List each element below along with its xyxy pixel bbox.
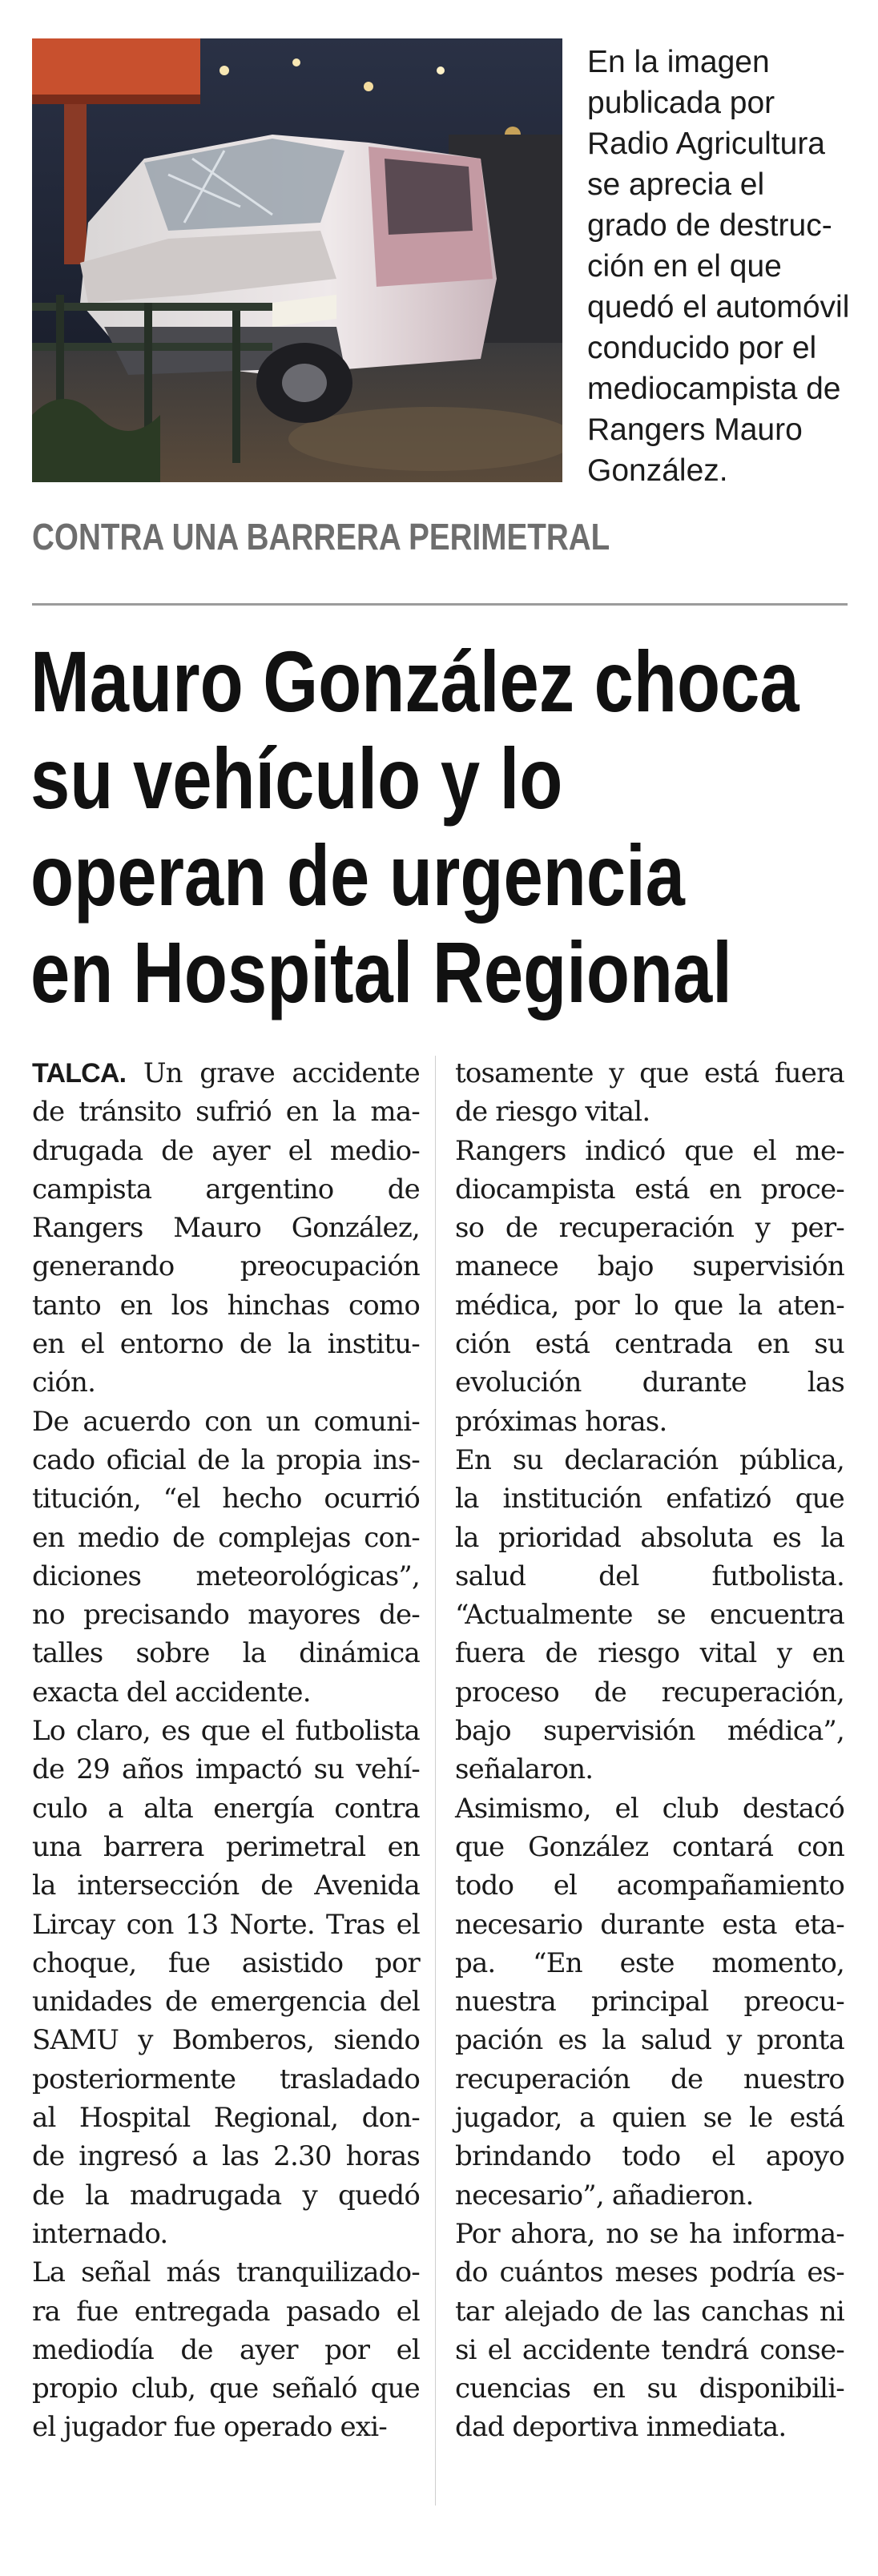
article-line <box>32 2331 420 2369</box>
article-line <box>455 2408 844 2446</box>
article-line <box>455 2060 844 2099</box>
article-line-text: Rangers Mauro González, <box>32 1212 420 1245</box>
article-line <box>455 1054 844 1093</box>
article-line <box>32 1557 420 1596</box>
article-line-text: al Hospital Regional, don- <box>32 2102 420 2135</box>
article-line-text: médica, por lo que la aten- <box>455 1289 844 1322</box>
article-line-text: posteriormente trasladado <box>32 2063 420 2095</box>
article-line-text: la intersección de Avenida <box>32 1870 420 1902</box>
article-line <box>32 1286 420 1325</box>
article-line <box>32 1866 420 1905</box>
article-line <box>32 1712 420 1750</box>
article-line <box>455 1557 844 1596</box>
article-line <box>455 1441 844 1479</box>
article-line <box>455 1712 844 1750</box>
article-line <box>32 1247 420 1286</box>
article-line <box>455 2137 844 2176</box>
article-line <box>32 2369 420 2408</box>
headline-line: operan de urgencia <box>30 827 685 924</box>
article-line-text: el jugador fue operado exi- <box>32 2411 387 2444</box>
article-line-text: la prioridad absoluta es la <box>455 1521 844 1554</box>
article-line-text: salud del futbolista. <box>455 1560 844 1592</box>
article-line-text: una barrera perimetral en <box>32 1830 420 1863</box>
caption-line: publicada por <box>587 86 775 120</box>
headline-line: su vehículo y lo <box>30 730 563 827</box>
article-line-text: fuera de riesgo vital y en <box>455 1637 844 1670</box>
article-line <box>455 1750 844 1789</box>
article-line-text: Rangers indicó que el me- <box>455 1134 844 1167</box>
caption-line: se aprecia el <box>587 167 765 202</box>
article-line <box>455 2331 844 2369</box>
article-line <box>455 1982 844 2021</box>
caption-line: grado de destruc- <box>587 208 832 243</box>
article-line <box>455 2253 844 2292</box>
article-line-text: Por ahora, no se ha informa- <box>455 2217 844 2250</box>
article-line-text: próximas horas. <box>455 1405 667 1438</box>
article-line <box>32 2408 420 2446</box>
headline-line: Mauro González choca <box>30 633 799 730</box>
article-line-text: manece bajo supervisión <box>455 1250 844 1283</box>
article-line-rest: Un grave accidente <box>126 1057 420 1089</box>
caption-line: mediocampista de <box>587 372 841 406</box>
article-line-text: diocampista está en proce- <box>455 1173 844 1205</box>
article-line <box>455 1209 844 1247</box>
article-line-text: do cuántos meses podría es- <box>455 2256 844 2289</box>
article-line <box>455 1596 844 1634</box>
article-line-text: unidades de emergencia del <box>32 1986 420 2019</box>
article-line <box>455 2369 844 2408</box>
article-line-text: que González contará con <box>455 1830 844 1863</box>
article-line <box>32 1944 420 1982</box>
article-line <box>455 1093 844 1131</box>
article-line <box>32 2215 420 2253</box>
article-line-text: brindando todo el apoyo <box>455 2140 844 2173</box>
article-line-text: necesario durante esta eta- <box>455 1908 844 1941</box>
article-line <box>32 1054 420 1093</box>
article-line-text: generando preocupación <box>32 1250 420 1283</box>
article-line-text: Lircay con 13 Norte. Tras el <box>32 1908 420 1941</box>
article-line <box>455 2292 844 2331</box>
horizontal-rule <box>32 603 848 606</box>
article-line <box>455 1286 844 1325</box>
article-line-text: de 29 años impactó su vehí- <box>32 1753 420 1786</box>
article-line-text: cuencias en su disponibili- <box>455 2373 844 2405</box>
article-column-right <box>455 1054 844 2447</box>
article-line-text: so de recuperación y per- <box>455 1212 844 1245</box>
article-line-text: drugada de ayer el medio- <box>32 1134 420 1167</box>
article-line <box>455 1906 844 1944</box>
caption-line: Radio Agricultura <box>587 127 825 161</box>
article-line-text: SAMU y Bomberos, siendo <box>32 2024 420 2057</box>
article-line-text: necesario”, añadieron. <box>455 2179 754 2212</box>
article-line-text: internado. <box>32 2217 168 2250</box>
article-line-text: tanto en los hinchas como <box>32 1289 420 1322</box>
article-line <box>455 1403 844 1441</box>
article-line <box>455 1132 844 1170</box>
article-line-text: exacta del accidente. <box>32 1676 311 1709</box>
article-line <box>455 2176 844 2215</box>
caption-line: conducido por el <box>587 331 817 365</box>
article-line-text: talles sobre la dinámica <box>32 1637 420 1670</box>
article-line <box>32 2099 420 2137</box>
article-line-text: de tránsito sufrió en la ma- <box>32 1096 420 1129</box>
article-line-text: ra fue entregada pasado el <box>32 2295 420 2328</box>
headline-line: en Hospital Regional <box>30 924 732 1020</box>
article-line-text: de la madrugada y quedó <box>32 2179 420 2212</box>
car-crash-photo <box>32 38 562 482</box>
article-line <box>32 2292 420 2331</box>
article-line-text: todo el acompañamiento <box>455 1870 844 1902</box>
article-line <box>32 1673 420 1712</box>
article-line-text: jugador, a quien se le está <box>455 2102 844 2135</box>
article-line-text: la institución enfatizó que <box>455 1483 844 1515</box>
section-kicker: CONTRA UNA BARRERA PERIMETRAL <box>32 516 610 557</box>
caption-line: ción en el que <box>587 249 782 284</box>
article-line <box>32 1828 420 1866</box>
article-line <box>32 1093 420 1131</box>
article-line <box>32 1363 420 1402</box>
article-line-text: dad deportiva inmediata. <box>455 2411 787 2444</box>
caption-line: En la imagen <box>587 45 770 79</box>
article-line <box>32 2253 420 2292</box>
article-line-text: de riesgo vital. <box>455 1096 650 1129</box>
article-line-text: en medio de complejas con- <box>32 1521 420 1554</box>
article-line <box>455 1866 844 1905</box>
article-line <box>32 1170 420 1209</box>
article-line <box>32 1441 420 1479</box>
article-line <box>32 1750 420 1789</box>
car-crash-illustration <box>32 38 562 482</box>
article-line-text: de ingresó a las 2.30 horas <box>32 2140 420 2173</box>
article-line-text: si el accidente tendrá conse- <box>455 2333 844 2366</box>
article-line-text: ción. <box>32 1366 96 1399</box>
article-line <box>455 1673 844 1712</box>
caption-line: Rangers Mauro <box>587 413 803 447</box>
article-line <box>455 2021 844 2059</box>
photo-caption <box>587 42 860 491</box>
article-line <box>32 1789 420 1828</box>
article-line-text: La señal más tranquilizado- <box>32 2256 420 2289</box>
article-line-text: evolución durante las <box>455 1366 844 1399</box>
article-line <box>32 1325 420 1363</box>
article-line <box>455 1944 844 1982</box>
article-line-text: bajo supervisión médica”, <box>455 1715 844 1748</box>
article-line <box>32 1596 420 1634</box>
article-line <box>455 1519 844 1557</box>
article-line <box>32 2060 420 2099</box>
article-line <box>32 1982 420 2021</box>
article-line-text: tar alejado de las canchas ni <box>455 2295 844 2328</box>
article-line-text: titución, “el hecho ocurrió <box>32 1483 420 1515</box>
article-line <box>455 1479 844 1518</box>
article-line-text: propio club, que señaló que <box>32 2373 420 2405</box>
article-line <box>32 1403 420 1441</box>
article-line-text: señalaron. <box>455 1753 594 1786</box>
caption-line: González. <box>587 453 728 488</box>
article-line <box>32 2021 420 2059</box>
article-line <box>32 1479 420 1518</box>
article-line <box>455 2099 844 2137</box>
article-line-text: en el entorno de la institu- <box>32 1328 420 1361</box>
article-line-text: recuperación de nuestro <box>455 2063 844 2095</box>
article-line-text: tosamente y que está fuera <box>455 1057 844 1089</box>
article-line <box>32 2137 420 2176</box>
article-line-text: Lo claro, es que el futbolista <box>32 1715 420 1748</box>
article-line <box>32 1634 420 1672</box>
article-line <box>32 1209 420 1247</box>
caption-line: quedó el automóvil <box>587 290 850 324</box>
article-line <box>455 1789 844 1828</box>
article-line-text: mediodía de ayer por el <box>32 2333 420 2366</box>
column-divider <box>435 1056 436 2506</box>
article-line <box>455 1170 844 1209</box>
article-line-text: pación es la salud y pronta <box>455 2024 844 2057</box>
article-line-text: nuestra principal preocu- <box>455 1986 844 2019</box>
article-line <box>32 2176 420 2215</box>
article-line <box>455 1828 844 1866</box>
headline <box>30 633 864 1020</box>
article-line <box>455 1247 844 1286</box>
article-line-text: Asimismo, el club destacó <box>455 1792 844 1825</box>
article-line-text: proceso de recuperación, <box>455 1676 844 1709</box>
article-line-text <box>32 1054 420 1093</box>
article-line-text: En su declaración pública, <box>455 1443 844 1476</box>
article-line <box>455 1325 844 1363</box>
article-line-text: no precisando mayores de- <box>32 1599 420 1632</box>
article-line-text: pa. “En este momento, <box>455 1946 844 1979</box>
dateline: TALCA. <box>32 1058 127 1089</box>
article-line-text: culo a alta energía contra <box>32 1792 420 1825</box>
article-column-left <box>32 1054 420 2447</box>
article-line-text: ción está centrada en su <box>455 1328 844 1361</box>
article-line-text: De acuerdo con un comuni- <box>32 1405 420 1438</box>
article-line <box>32 1519 420 1557</box>
article-line <box>32 1906 420 1944</box>
article-line <box>455 1634 844 1672</box>
article-line-text: “Actualmente se encuentra <box>455 1599 844 1632</box>
article-line <box>455 1363 844 1402</box>
article-line-text: diciones meteorológicas”, <box>32 1560 420 1592</box>
article-line-text: campista argentino de <box>32 1173 420 1205</box>
article-line <box>455 2215 844 2253</box>
article-line-text: cado oficial de la propia ins- <box>32 1443 420 1476</box>
article-line <box>32 1132 420 1170</box>
article-line-text: choque, fue asistido por <box>32 1946 420 1979</box>
